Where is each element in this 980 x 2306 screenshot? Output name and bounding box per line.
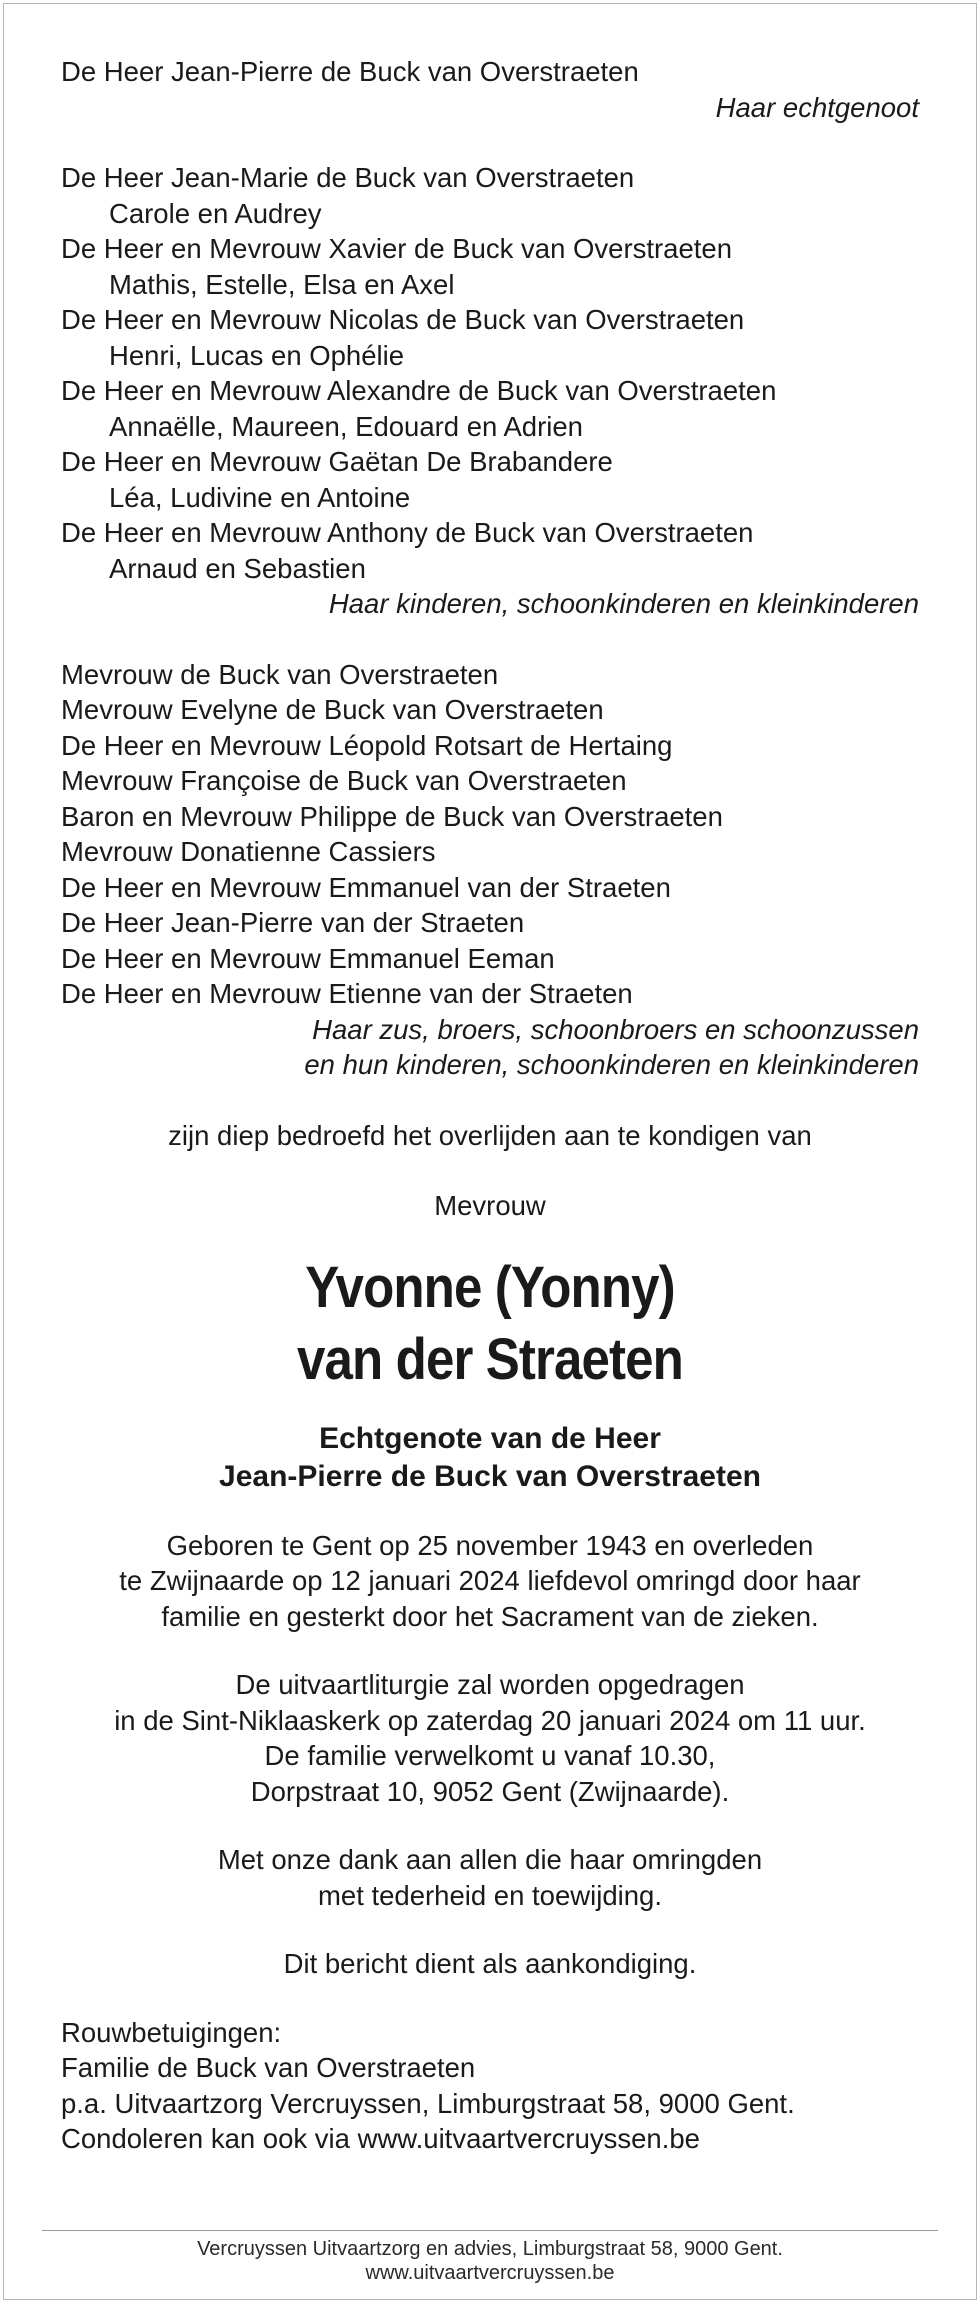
spacer xyxy=(61,1083,919,1118)
paragraph-line: De uitvaartliturgie zal worden opgedragen xyxy=(235,1669,745,1700)
footer xyxy=(42,2230,938,2285)
sibling-line: De Heer en Mevrouw Léopold Rotsart de Hertaing xyxy=(61,729,673,761)
paragraph-line: De familie verwelkomt u vanaf 10.30, xyxy=(264,1740,716,1771)
deceased-name-line-1: Yvonne (Yonny) xyxy=(305,1254,675,1320)
condolences-heading: Rouwbetuigingen: xyxy=(61,2016,282,2048)
spacer xyxy=(61,1396,919,1420)
obituary-card xyxy=(3,3,977,2300)
footer-address: Vercruyssen Uitvaartzorg en advies, Limburgstraat 58, 9000 Gent. xyxy=(197,2238,783,2260)
spacer xyxy=(61,1496,919,1528)
paragraph-birth-death xyxy=(61,1528,919,1635)
paragraph-line: met tederheid en toewijding. xyxy=(318,1879,662,1911)
grandchildren-line: Mathis, Estelle, Elsa en Axel xyxy=(109,268,455,300)
spacer xyxy=(61,1634,919,1667)
grandchildren-line: Léa, Ludivine en Antoine xyxy=(109,481,411,513)
spouse-name: De Heer Jean-Pierre de Buck van Overstraeten xyxy=(61,56,639,87)
paragraph-line: Dit bericht dient als aankondiging. xyxy=(283,1948,697,1979)
announcement-text: zijn diep bedroefd het overlijden aan te kondigen van xyxy=(168,1119,812,1151)
children-block xyxy=(61,160,919,622)
grandchildren-line: Carole en Audrey xyxy=(109,197,322,229)
paragraph-notice xyxy=(61,1946,919,1982)
spouse-of-line-1: Echtgenote van de Heer xyxy=(319,1421,661,1455)
grandchildren-line: Henri, Lucas en Ophélie xyxy=(109,339,405,371)
paragraph-line: Met onze dank aan allen die haar omringden xyxy=(217,1844,763,1875)
deceased-name-line-2: van der Straeten xyxy=(297,1326,683,1392)
spacer xyxy=(61,1153,919,1188)
spacer xyxy=(61,622,919,657)
siblings-relation-2: en hun kinderen, schoonkinderen en kleinkinderen xyxy=(304,1049,919,1080)
sibling-line: Mevrouw Donatienne Cassiers xyxy=(61,836,436,867)
salutation: Mevrouw xyxy=(434,1190,546,1221)
spacer xyxy=(61,1913,919,1946)
grandchildren-line: Annaëlle, Maureen, Edouard en Adrien xyxy=(109,410,583,442)
paragraph-line: Geboren te Gent op 25 november 1943 en overleden xyxy=(166,1529,814,1561)
paragraph-line: in de Sint-Niklaaskerk op zaterdag 20 januari 2024 om 11 uur. xyxy=(114,1704,866,1736)
condolences-website-line: Condoleren kan ook via www.uitvaartvercruyssen.be xyxy=(61,2123,700,2154)
spacer xyxy=(61,125,919,160)
spacer xyxy=(61,1809,919,1842)
sibling-line: Baron en Mevrouw Philippe de Buck van Overstraeten xyxy=(61,800,723,832)
family-line: De Heer en Mevrouw Nicolas de Buck van Overstraeten xyxy=(61,304,745,335)
sibling-line: Mevrouw Françoise de Buck van Overstraeten xyxy=(61,765,627,796)
sibling-line: De Heer en Mevrouw Emmanuel van der Straeten xyxy=(61,871,671,903)
condolences-line: p.a. Uitvaartzorg Vercruyssen, Limburgstraat 58, 9000 Gent. xyxy=(61,2087,795,2119)
paragraph-line: Dorpstraat 10, 9052 Gent (Zwijnaarde). xyxy=(250,1775,730,1807)
sibling-line: Mevrouw Evelyne de Buck van Overstraeten xyxy=(61,694,604,725)
children-relation: Haar kinderen, schoonkinderen en kleinkinderen xyxy=(328,588,919,619)
sibling-line: De Heer en Mevrouw Emmanuel Eeman xyxy=(61,942,555,974)
sibling-line: De Heer en Mevrouw Etienne van der Straeten xyxy=(61,978,633,1009)
spouse-of-line-2: Jean-Pierre de Buck van Overstraeten xyxy=(219,1459,761,1493)
sibling-line: Mevrouw de Buck van Overstraeten xyxy=(61,658,499,690)
family-line: De Heer en Mevrouw Alexandre de Buck van Overstraeten xyxy=(61,375,777,406)
paragraph-funeral xyxy=(61,1667,919,1809)
spouse-block xyxy=(61,54,919,125)
family-line: De Heer en Mevrouw Anthony de Buck van Overstraeten xyxy=(61,517,754,548)
obituary-content xyxy=(61,54,919,2157)
family-line: De Heer en Mevrouw Gaëtan De Brabandere xyxy=(61,446,613,477)
paragraph-line: familie en gesterkt door het Sacrament van de zieken. xyxy=(161,1600,819,1632)
spacer xyxy=(61,1982,919,2015)
paragraph-thanks xyxy=(61,1842,919,1913)
family-line: De Heer en Mevrouw Xavier de Buck van Overstraeten xyxy=(61,233,732,264)
footer-website: www.uitvaartvercruyssen.be xyxy=(365,2262,615,2284)
spouse-relation: Haar echtgenoot xyxy=(715,91,919,123)
grandchildren-line: Arnaud en Sebastien xyxy=(109,552,366,584)
condolences-line: Familie de Buck van Overstraeten xyxy=(61,2052,476,2083)
condolences-block xyxy=(61,2015,919,2157)
paragraph-line: te Zwijnaarde op 12 januari 2024 liefdevol omringd door haar xyxy=(119,1565,861,1596)
siblings-relation-1: Haar zus, broers, schoonbroers en schoonzussen xyxy=(312,1013,919,1045)
family-line: De Heer Jean-Marie de Buck van Overstraeten xyxy=(61,162,635,193)
siblings-block xyxy=(61,657,919,1083)
sibling-line: De Heer Jean-Pierre van der Straeten xyxy=(61,907,525,938)
spacer xyxy=(61,1224,919,1252)
